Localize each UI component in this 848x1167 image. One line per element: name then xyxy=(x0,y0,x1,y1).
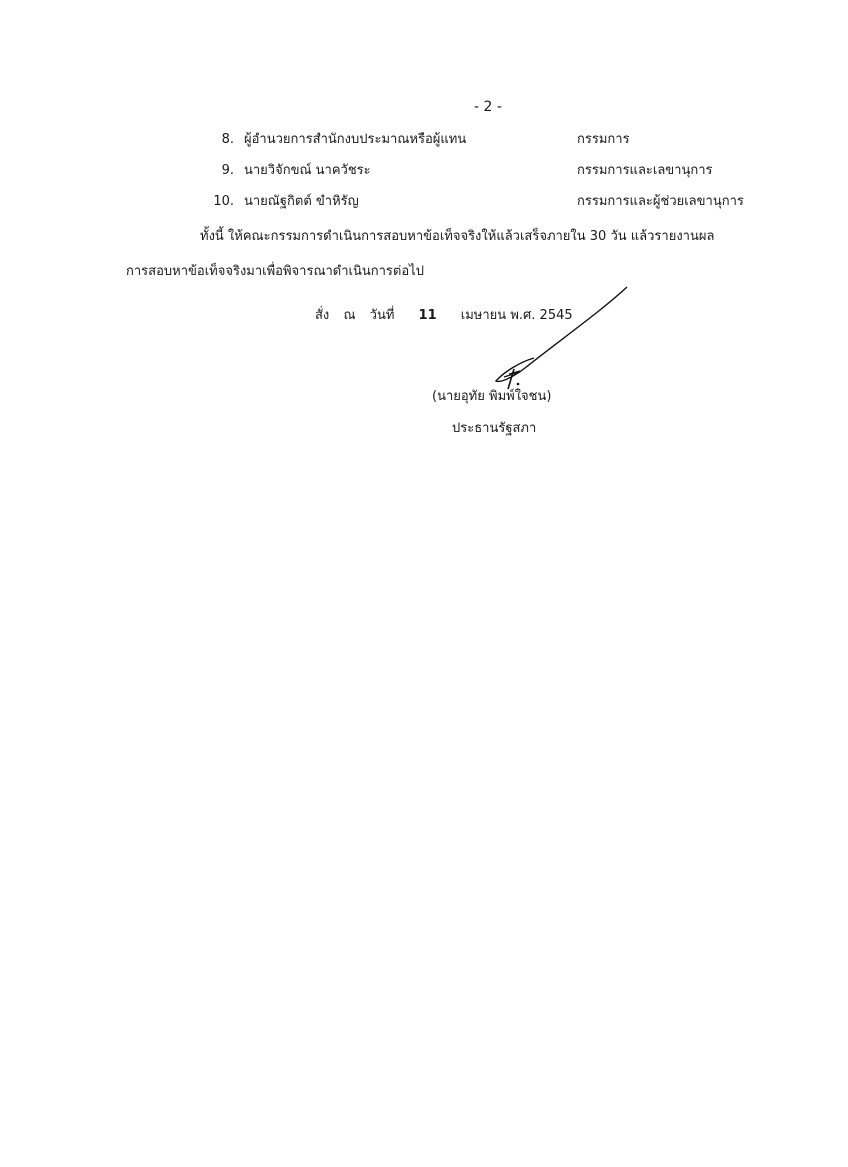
signatory-title: ประธานรัฐสภา xyxy=(452,421,537,436)
member-name: นายวิจักขณ์ นาควัชระ xyxy=(244,163,371,178)
member-name: ผู้อำนวยการสำนักงบประมาณหรือผู้แทน xyxy=(244,132,467,147)
member-number: 10. xyxy=(213,194,234,209)
member-name: นายณัฐกิตต์ ขำหิรัญ xyxy=(244,194,359,209)
at-word: ณ xyxy=(343,308,356,323)
member-role: กรรมการ xyxy=(577,132,630,147)
signatory-name: (นายอุทัย พิมพ์ใจชน) xyxy=(432,389,552,404)
order-date-line xyxy=(315,307,573,325)
member-role: กรรมการและผู้ช่วยเลขานุการ xyxy=(577,194,744,209)
order-word: สั่ง xyxy=(315,308,330,323)
page-number: - 2 - xyxy=(474,99,502,115)
order-year: 2545 xyxy=(539,308,573,323)
order-day: 11 xyxy=(418,308,437,323)
member-number: 8. xyxy=(221,132,234,147)
instruction-paragraph-line-2: การสอบหาข้อเท็จจริงมาเพื่อพิจารณาดำเนินการต่อไป xyxy=(126,264,424,279)
order-month: เมษายน xyxy=(460,308,507,323)
date-label: วันที่ xyxy=(369,308,395,323)
order-era: พ.ศ. xyxy=(510,308,536,323)
instruction-paragraph-line-1: ทั้งนี้ ให้คณะกรรมการดำเนินการสอบหาข้อเท็จจริงให้แล้วเสร็จภายใน 30 วัน แล้วรายงานผล xyxy=(200,229,715,244)
member-role: กรรมการและเลขานุการ xyxy=(577,163,713,178)
member-number: 9. xyxy=(221,163,234,178)
